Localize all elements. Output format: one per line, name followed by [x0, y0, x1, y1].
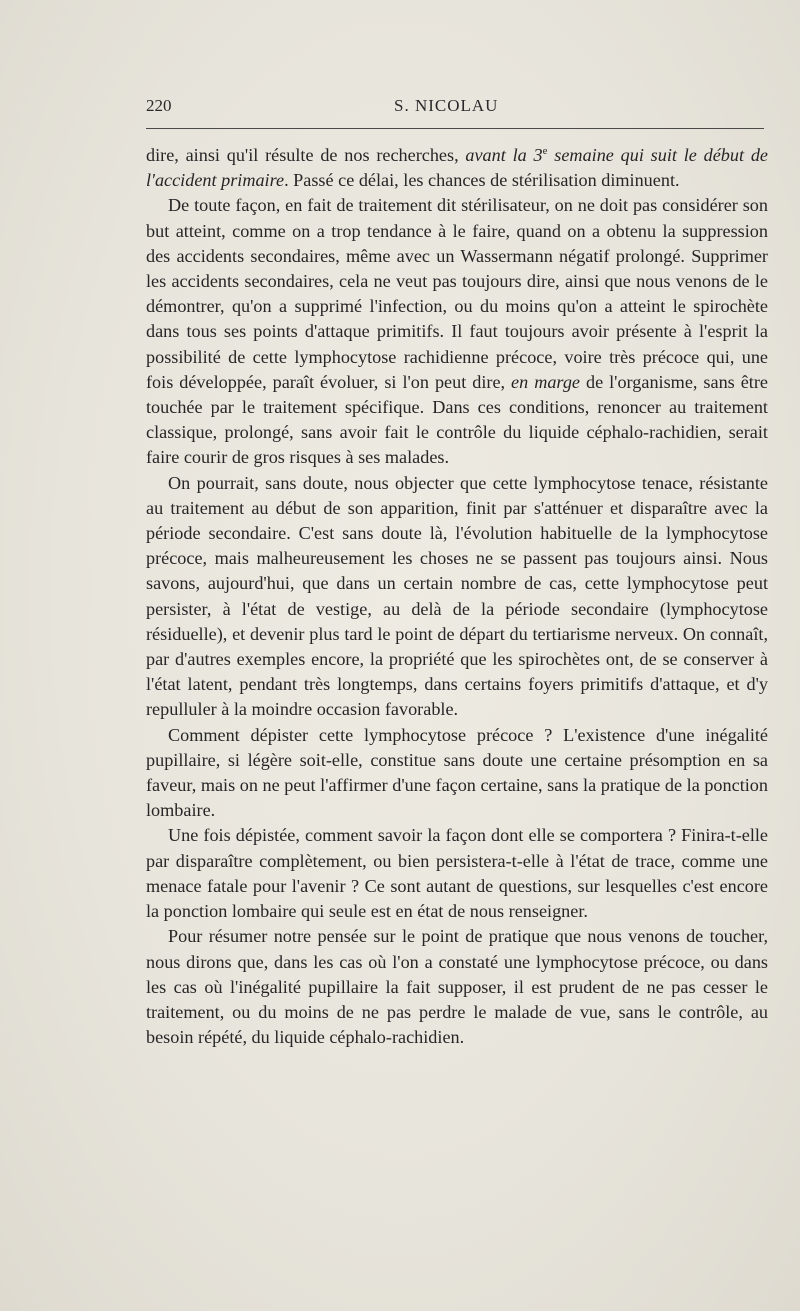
- paragraph: [146, 143, 768, 193]
- paragraph: [146, 471, 768, 723]
- italic-run: en marge: [511, 371, 580, 392]
- paragraph: [146, 924, 768, 1050]
- text-run: de l'organisme, sans être touchée par le traitement spécifique. Dans ces conditions, renoncer au traitement classique, prolongé, sans avoir fait le contrôle du liquide céphalo-rachidien, serait faire courir de gros risques à ses malades.: [146, 371, 768, 468]
- text-run: De toute façon, en fait de traitement dit stérilisateur, on ne doit pas considérer son but atteint, comme on a trop tendance à le faire, quand on a obtenu la suppression des accidents secondaires, même avec un Wassermann négatif prolongé. Supprimer les accidents secondaires, cela ne veut pas toujours dire, ainsi que nous venons de le démontrer, qu'on a supprimé l'infection, ou du moins qu'on a atteint le spirochète dans tous ses points d'attaque primitifs. Il faut toujours avoir présente à l'esprit la possibilité de cette lymphocytose rachidienne précoce, voire très précoce qui, une fois développée, paraît évoluer, si l'on peut dire,: [146, 195, 768, 392]
- text-run: . Passé ce délai, les chances de stérilisation diminuent.: [284, 170, 680, 191]
- superscript-run: e: [542, 144, 548, 157]
- running-title: S. NICOLAU: [394, 96, 499, 115]
- text-run: Une fois dépistée, comment savoir la façon dont elle se comportera ? Finira-t-elle par disparaître complètement, ou bien persistera-t-elle à l'état de trace, comme une menace fatale pour l'avenir ? Ce sont autant de questions, sur lesquelles c'est encore la ponction lombaire qui seule est en état de nous renseigner.: [146, 825, 768, 922]
- paragraph: [146, 193, 768, 470]
- text-run: Pour résumer notre pensée sur le point de pratique que nous venons de toucher, nous dirons que, dans les cas où l'on a constaté une lymphocytose précoce, ou dans les cas où l'inégalité pupillaire la fait supposer, il est prudent de ne pas cesser le traitement, ou du moins de ne pas perdre le malade de vue, sans le contrôle, au besoin répété, du liquide céphalo-rachidien.: [146, 926, 768, 1048]
- paragraph: [146, 723, 768, 824]
- body-text: [146, 143, 768, 1050]
- text-run: Comment dépister cette lymphocytose précoce ? L'existence d'une inégalité pupillaire, si légère soit-elle, constitue sans doute une certaine présomption en sa faveur, mais on ne peut l'affirmer d'une façon certaine, sans la pratique de la ponction lombaire.: [146, 724, 768, 821]
- italic-run: semaine qui suit le début de l'accident primaire: [146, 145, 768, 191]
- page-number: 220: [146, 96, 172, 115]
- header-rule: [146, 128, 764, 129]
- paragraph: [146, 823, 768, 924]
- running-head: [146, 92, 764, 122]
- text-run: On pourrait, sans doute, nous objecter que cette lymphocytose tenace, résistante au traitement au début de son apparition, finit par s'atténuer et disparaître avec la période secondaire. C'est sans doute là, l'évolution habituelle de la lymphocytose précoce, mais malheureusement les choses ne se passent pas toujours ainsi. Nous savons, aujourd'hui, que dans un certain nombre de cas, cette lymphocytose peut persister, à l'état de vestige, au delà de la période secondaire (lymphocytose résiduelle), et devenir plus tard le point de départ du tertiarisme nerveux. On connaît, par d'autres exemples encore, la propriété que les spirochètes ont, de se conserver à l'état latent, pendant très longtemps, dans certains foyers primitifs d'attaque, et d'y repulluler à la moindre occasion favorable.: [146, 472, 768, 720]
- text-run: dire, ainsi qu'il résulte de nos recherches,: [146, 145, 466, 165]
- italic-run: avant la 3: [465, 145, 543, 165]
